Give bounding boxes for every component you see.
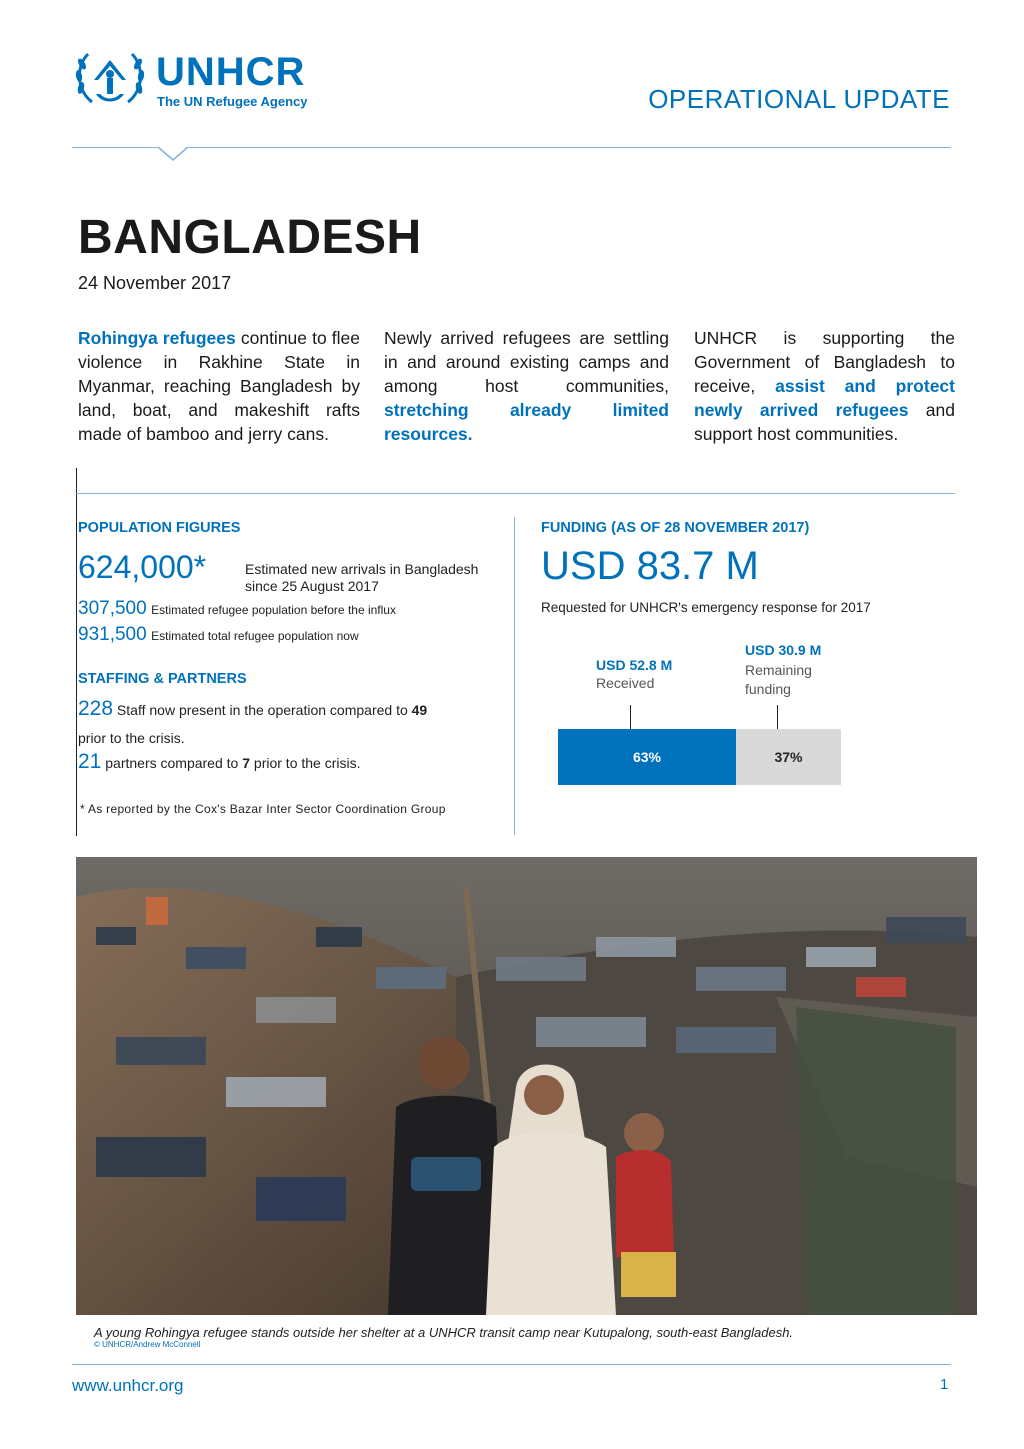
intro-highlight-2: stretching already limited resources. [384, 400, 669, 444]
photo-illustration [76, 857, 977, 1315]
partners-text-end: prior to the crisis. [250, 755, 361, 771]
report-date: 24 November 2017 [78, 273, 232, 293]
intro-highlight-3: assist and protect newly arrived refugees [694, 376, 955, 420]
population-before-label: Estimated refugee population before the influx [151, 603, 396, 617]
intro-highlight-1: Rohingya refugees [78, 328, 236, 348]
footnote: * As reported by the Cox's Bazar Inter Sector Coordination Group [80, 802, 446, 816]
stats-top-rule [76, 493, 955, 494]
intro-column-2 [384, 326, 669, 446]
staff-text: Staff now present in the operation compared to [113, 702, 412, 718]
remaining-pointer [777, 705, 778, 729]
received-label: Received [596, 675, 655, 691]
remaining-amount: USD 30.9 M [745, 642, 822, 658]
partners-text: partners compared to [101, 755, 243, 771]
staff-prior-value: 49 [411, 702, 428, 718]
staff-text-end: prior to the crisis. [78, 730, 185, 746]
stats-left-rule [76, 468, 77, 836]
intro-column-1 [78, 326, 360, 446]
remaining-label: Remaining funding [745, 662, 812, 697]
stats-column-divider [514, 517, 515, 835]
population-total-value: 931,500 [78, 624, 147, 645]
partners-row [78, 750, 361, 774]
header-divider [72, 147, 951, 148]
partners-value: 21 [78, 750, 102, 773]
funding-bar-remaining [736, 729, 841, 785]
remaining-pct: 37% [774, 749, 803, 765]
laurel-logo-icon [72, 46, 148, 110]
chevron-down-icon [157, 146, 189, 162]
footer-divider [72, 1364, 951, 1365]
intro-text-1: continue to flee violence in Rakhine State in Myanmar, reaching Bangladesh by land, boat, and makeshift rafts made of bamboo and jerry cans. [78, 328, 360, 444]
funding-bar-received [558, 729, 736, 785]
population-before-row [78, 598, 396, 620]
intro-text-3a: UNHCR is supporting the Government of Bangladesh to receive, [694, 328, 955, 396]
received-amount: USD 52.8 M [596, 657, 673, 673]
refugee-camp-photo [76, 857, 977, 1315]
page-number: 1 [940, 1376, 949, 1393]
staffing-heading: STAFFING & PARTNERS [78, 671, 247, 687]
page-title: BANGLADESH [78, 211, 422, 264]
document-type: OPERATIONAL UPDATE [648, 84, 950, 114]
logo-tagline: The UN Refugee Agency [157, 94, 308, 109]
new-arrivals-value: 624,000* [78, 549, 207, 585]
received-pointer [630, 705, 631, 729]
staff-value: 228 [78, 697, 114, 720]
photo-caption: A young Rohingya refugee stands outside her shelter at a UNHCR transit camp near Kutupalong, south-east Bangladesh. [94, 1325, 794, 1340]
photo-credit: © UNHCR/Andrew McConnell [94, 1340, 201, 1349]
funding-total: USD 83.7 M [541, 544, 759, 588]
funding-heading: FUNDING (AS OF 28 NOVEMBER 2017) [541, 520, 810, 536]
partners-prior-value: 7 [242, 755, 251, 771]
intro-column-3 [694, 326, 955, 446]
staff-row [78, 697, 427, 721]
population-total-label: Estimated total refugee population now [151, 629, 359, 643]
received-pct: 63% [632, 749, 662, 765]
population-heading: POPULATION FIGURES [78, 520, 241, 536]
population-before-value: 307,500 [78, 598, 147, 619]
intro-text-2: Newly arrived refugees are settling in and around existing camps and among host communities, [384, 328, 669, 396]
unhcr-logo [72, 46, 148, 110]
intro-text-3b: and support host communities. [694, 400, 955, 444]
website-link[interactable]: www.unhcr.org [72, 1376, 184, 1395]
funding-subtitle: Requested for UNHCR's emergency response for 2017 [541, 600, 871, 615]
population-total-row [78, 624, 359, 646]
new-arrivals-label: Estimated new arrivals in Bangladesh since 25 August 2017 [245, 561, 479, 594]
logo-wordmark: UNHCR [156, 50, 306, 94]
